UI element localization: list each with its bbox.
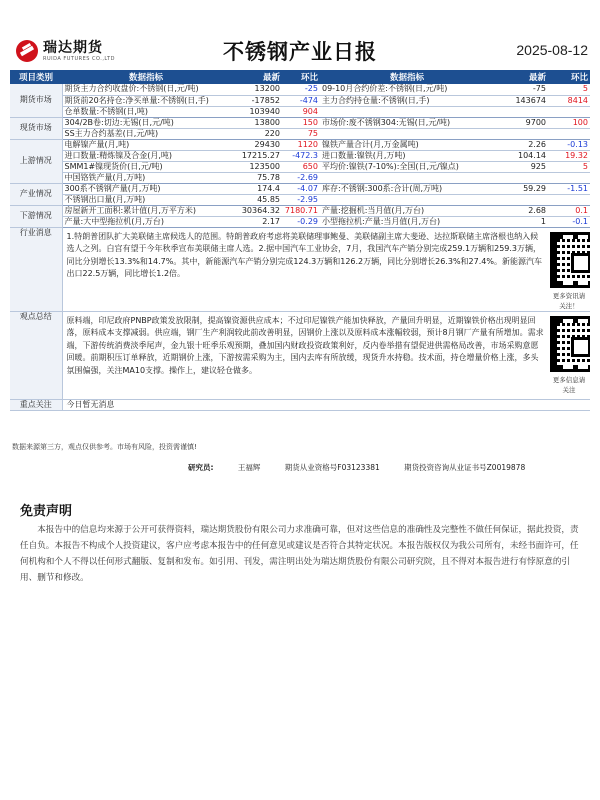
data-table <box>10 70 590 411</box>
qr-code-icon <box>550 316 590 372</box>
table-row <box>10 128 590 139</box>
indicator-right: 镍铁产量合计(月,万金属吨) <box>320 139 494 150</box>
change-right <box>548 106 590 117</box>
latest-left: 2.17 <box>230 216 282 227</box>
change-left: -2.69 <box>282 172 320 183</box>
indicator-left: 中国铬铁产量(月,万吨) <box>62 172 230 183</box>
researcher-label: 研究员: <box>188 463 214 472</box>
latest-right <box>494 106 548 117</box>
indicator-left: 不锈钢出口量(月,万吨) <box>62 194 230 205</box>
col-change-left: 环比 <box>282 70 320 84</box>
news-qr <box>548 227 590 311</box>
change-left: -4.07 <box>282 183 320 194</box>
indicator-right <box>320 194 494 205</box>
latest-right <box>494 194 548 205</box>
change-left: -0.29 <box>282 216 320 227</box>
summary-label: 观点总结 <box>10 311 62 399</box>
latest-left: 174.4 <box>230 183 282 194</box>
indicator-right: 主力合约持仓量:不锈钢(日,手) <box>320 95 494 106</box>
col-change-right: 环比 <box>548 70 590 84</box>
row-category: 上游情况 <box>10 139 62 183</box>
report-title: 不锈钢产业日报 <box>223 40 377 64</box>
table-row <box>10 194 590 205</box>
table-row <box>10 183 590 194</box>
logo-name: 瑞达期货 <box>43 39 103 56</box>
latest-left: 103940 <box>230 106 282 117</box>
latest-right: 2.26 <box>494 139 548 150</box>
summary-row <box>10 311 590 399</box>
latest-right: 143674 <box>494 95 548 106</box>
change-right <box>548 194 590 205</box>
col-category: 项目类别 <box>10 70 62 84</box>
latest-right: 104.14 <box>494 150 548 161</box>
latest-right <box>494 128 548 139</box>
latest-left: 17215.27 <box>230 150 282 161</box>
news-text: 1.特朗普团队扩大美联储主席候选人的范围。特朗普政府考虑将美联储理事鲍曼、美联储副主席大斐逊、达拉斯联储主席洛根也纳入候选人之列。白宫有望于今年秋季宣布美联储主席人选。2.据中国汽车工业协会，7月，我国汽车产销分别完成259.1万辆和259.3万辆，同比分别增长13.3%和14.7%。其中，新能源汽车产销分别完成124.3万辆和126.2万辆，同比分别增长26.3%和27.4%。新能源汽车出口22.5万辆，同比增长1.2倍。 <box>62 227 548 311</box>
latest-left: 123500 <box>230 161 282 172</box>
table-row <box>10 150 590 161</box>
latest-right: -75 <box>494 84 548 95</box>
latest-right <box>494 172 548 183</box>
row-category: 期货市场 <box>10 84 62 117</box>
indicator-right: 库存:不锈钢:300系:合计(周,万吨) <box>320 183 494 194</box>
latest-left: 75.78 <box>230 172 282 183</box>
table-row <box>10 84 590 95</box>
latest-left: 30364.32 <box>230 205 282 216</box>
table-row <box>10 95 590 106</box>
indicator-left: 电解镍产量(月,吨) <box>62 139 230 150</box>
indicator-left: 产量:大中型拖拉机(月,万台) <box>62 216 230 227</box>
indicator-right <box>320 106 494 117</box>
indicator-left: 仓单数量:不锈钢(日,吨) <box>62 106 230 117</box>
indicator-right: 09-10月合约价差:不锈钢(日,元/吨) <box>320 84 494 95</box>
source-note: 数据来源第三方，观点仅供参考。市场有风险，投资需谨慎! <box>12 443 197 451</box>
latest-right: 925 <box>494 161 548 172</box>
news-row <box>10 227 590 311</box>
table-row <box>10 161 590 172</box>
change-left: 75 <box>282 128 320 139</box>
change-left: 150 <box>282 117 320 128</box>
col-indicator-left: 数据指标 <box>62 70 230 84</box>
row-category: 下游情况 <box>10 205 62 227</box>
latest-left: 13800 <box>230 117 282 128</box>
change-right: 100 <box>548 117 590 128</box>
table-row <box>10 117 590 128</box>
latest-left: 13200 <box>230 84 282 95</box>
indicator-left: SMM1#镍现货价(日,元/吨) <box>62 161 230 172</box>
change-left: -2.95 <box>282 194 320 205</box>
indicator-right: 进口数量:镍铁(月,万吨) <box>320 150 494 161</box>
indicator-right <box>320 128 494 139</box>
change-left: 7180.71 <box>282 205 320 216</box>
change-left: 904 <box>282 106 320 117</box>
change-right <box>548 172 590 183</box>
indicator-left: 304/2B卷:切边:无锡(日,元/吨) <box>62 117 230 128</box>
change-right: -1.51 <box>548 183 590 194</box>
latest-left: 45.85 <box>230 194 282 205</box>
indicator-left: 300系不锈钢产量(月,万吨) <box>62 183 230 194</box>
news-label: 行业消息 <box>10 227 62 311</box>
latest-left: 29430 <box>230 139 282 150</box>
latest-right: 59.29 <box>494 183 548 194</box>
table-row <box>10 172 590 183</box>
focus-row <box>10 399 590 410</box>
table-row <box>10 139 590 150</box>
change-right: -0.13 <box>548 139 590 150</box>
latest-right: 9700 <box>494 117 548 128</box>
indicator-left: 房屋新开工面积:累计值(月,万平方米) <box>62 205 230 216</box>
indicator-left: 期货主力合约收盘价:不锈钢(日,元/吨) <box>62 84 230 95</box>
indicator-left: SS主力合约基差(日,元/吨) <box>62 128 230 139</box>
latest-right: 1 <box>494 216 548 227</box>
table-row <box>10 216 590 227</box>
change-right <box>548 128 590 139</box>
summary-text: 原料端，印尼政府PNBP政策发放限制，提高镍资源供应成本；不过印尼镍铁产能加快释放，产量回升明显，近期镍铁价格出现明显回落，原料成本支撑减弱。供应端，钢厂生产利润较此前改善明显，因钢价上涨以及原料成本涨幅较弱，预计8月钢厂产量有所增加。需求端，下游传统消费淡季尾声，金九银十旺季乐观预期，叠加国内财政投资政策利好，反内卷举措有望促进供需格局改善，市场采购意愿回暖。前期积压订单释放，近期钢价上涨，下游按需采购为主，国内去库有所放缓，现货升水持稳。技术面，持仓增量价格上涨，多头氛围偏强，关注MA10支撑。操作上，建议轻仓做多。 <box>62 311 548 399</box>
col-latest-right: 最新 <box>494 70 548 84</box>
researcher-license: 期货从业资格号F03123381 <box>284 463 380 472</box>
change-left: 1120 <box>282 139 320 150</box>
change-right: -0.1 <box>548 216 590 227</box>
qr-caption: 更多信息请关注 <box>552 375 586 394</box>
disclaimer-title: 免责声明 <box>20 504 73 519</box>
latest-left: 220 <box>230 128 282 139</box>
latest-right: 2.68 <box>494 205 548 216</box>
change-left: -472.3 <box>282 150 320 161</box>
indicator-right: 产量:挖掘机:当月值(月,万台) <box>320 205 494 216</box>
researcher-consult: 期货投资咨询从业证书号Z0019878 <box>404 463 526 472</box>
latest-left: -17852 <box>230 95 282 106</box>
indicator-right: 小型拖拉机:产量:当月值(月,万台) <box>320 216 494 227</box>
indicator-right: 平均价:镍铁(7-10%):全国(日,元/镍点) <box>320 161 494 172</box>
col-indicator-right: 数据指标 <box>320 70 494 84</box>
researcher-info <box>188 462 547 473</box>
change-right: 0.1 <box>548 205 590 216</box>
change-left: -25 <box>282 84 320 95</box>
indicator-left: 进口数量:精炼镍及合金(月,吨) <box>62 150 230 161</box>
row-category: 产业情况 <box>10 183 62 205</box>
summary-qr <box>548 311 590 399</box>
focus-text: 今日暂无消息 <box>62 399 590 410</box>
report-header <box>10 36 590 68</box>
change-right: 19.32 <box>548 150 590 161</box>
change-right: 5 <box>548 84 590 95</box>
logo-english: RUIDA FUTURES CO.,LTD <box>43 55 115 62</box>
change-right: 5 <box>548 161 590 172</box>
researcher-name: 王福辉 <box>237 463 261 472</box>
table-header-row <box>10 70 590 84</box>
table-row <box>10 205 590 216</box>
col-latest-left: 最新 <box>230 70 282 84</box>
indicator-left: 期货前20名持仓:净买单量:不锈钢(日,手) <box>62 95 230 106</box>
indicator-right <box>320 172 494 183</box>
focus-label: 重点关注 <box>10 399 62 410</box>
qr-code-icon <box>550 232 590 288</box>
row-category: 现货市场 <box>10 117 62 139</box>
change-right: 8414 <box>548 95 590 106</box>
change-left: 650 <box>282 161 320 172</box>
report-date: 2025-08-12 <box>516 42 588 58</box>
table-row <box>10 106 590 117</box>
disclaimer-body: 本报告中的信息均来源于公开可获得资料，瑞达期货股份有限公司力求准确可靠，但对这些信息的准确性及完整性不做任何保证，据此投资，责任自负。本报告不构成个人投资建议，客户应考虑本报告中的任何意见或建议是否符合其特定状况。本报告版权仅为我公司所有，未经书面许可，任何机构和个人不得以任何形式翻版、复制和发布。如引用、刊发，需注明出处为瑞达期货股份有限公司研究院，且不得对本报告进行有悖原意的引用、删节和修改。 <box>20 525 579 583</box>
qr-caption: 更多资讯请关注！ <box>552 291 586 310</box>
change-left: -474 <box>282 95 320 106</box>
indicator-right: 市场价:废不锈钢304:无锡(日,元/吨) <box>320 117 494 128</box>
